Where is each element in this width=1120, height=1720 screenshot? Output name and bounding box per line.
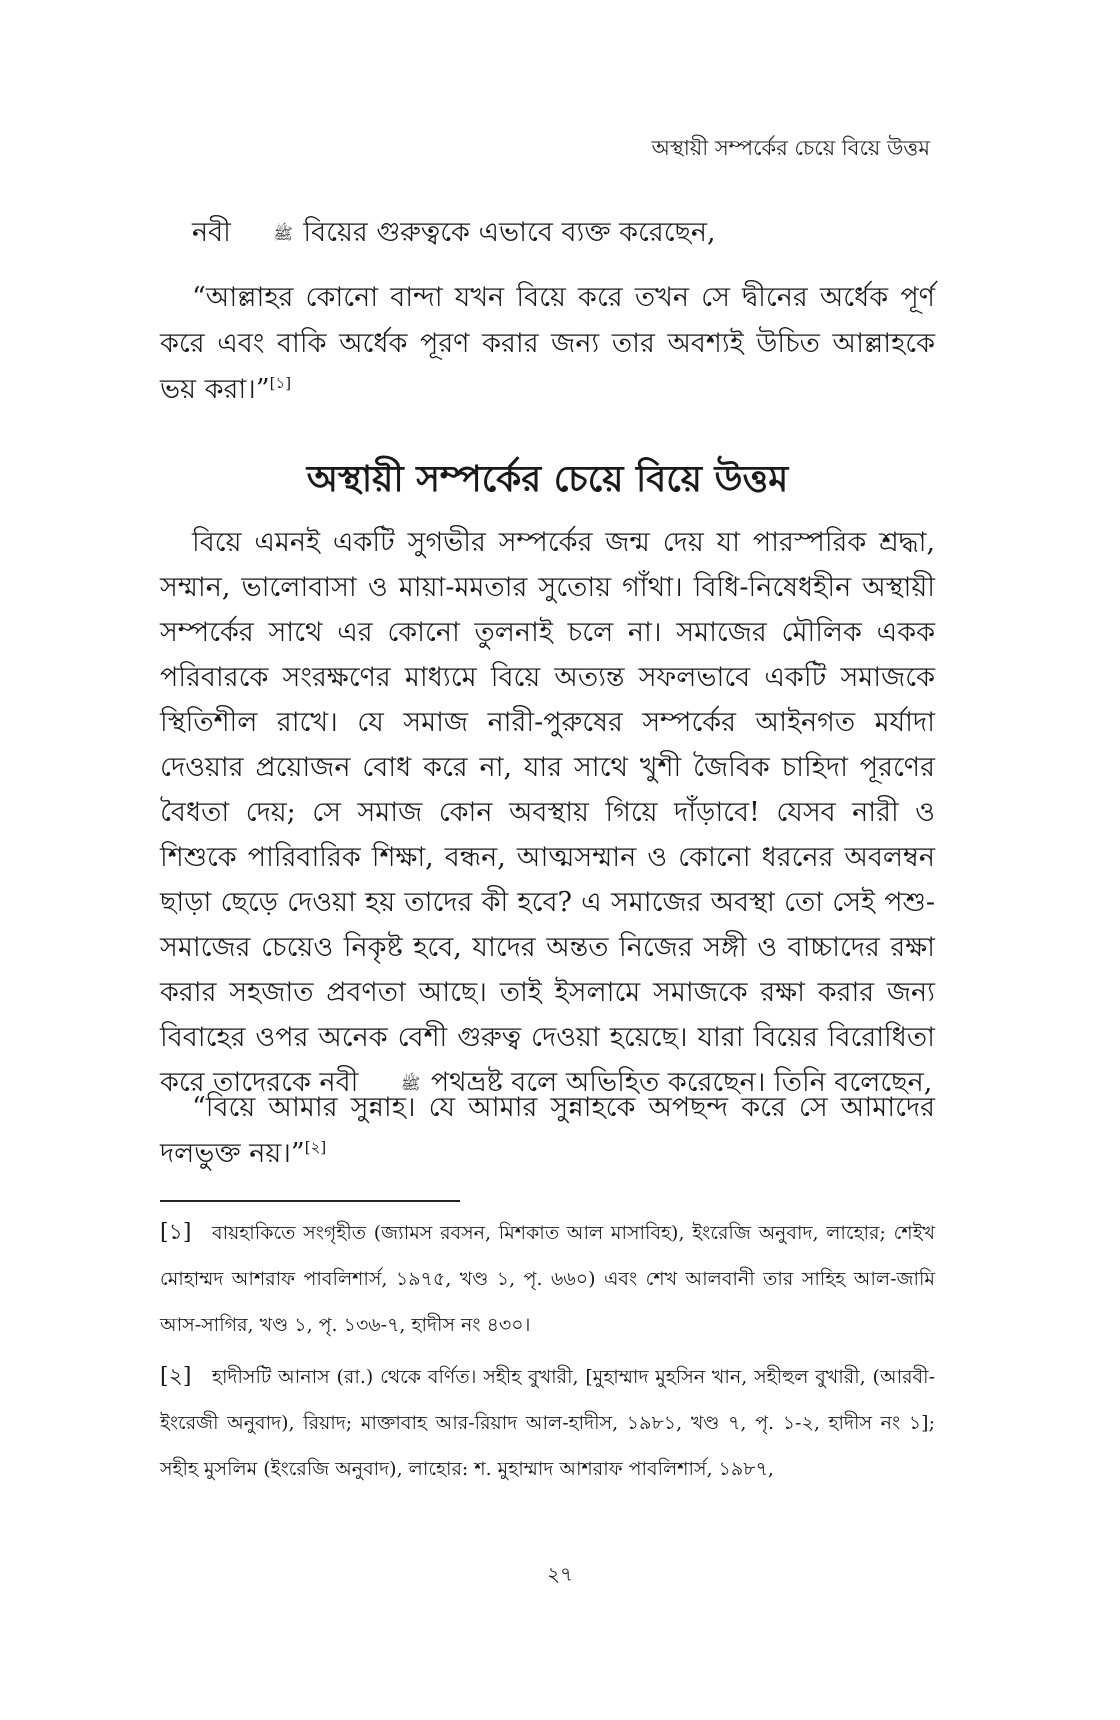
main-paragraph-text-before: বিয়ে এমনই একটি সুগভীর সম্পর্কের জন্ম দেয় যা পারস্পরিক শ্রদ্ধা, সম্মান, ভালোবাসা ও মায়া-মমতার সুতোয় গাঁথা। বিধি-নিষেধহীন অস্থায়ী সম্পর্কের সাথে এর কোনো তুলনাই চলে না। সমাজের মৌলিক একক পরিবারকে সংরক্ষণের মাধ্যমে বিয়ে অত্যন্ত সফলভাবে একটি সমাজকে স্থিতিশীল রাখে। যে সমাজ নারী-পুরুষের সম্পর্কের আইনগত মর্যাদা দেওয়ার প্রয়োজন বোধ করে না, যার সাথে খুশী জৈবিক চাহিদা পূরণের বৈধতা দেয়; সে সমাজ কোন অবস্থায় গিয়ে দাঁড়াবে! যেসব নারী ও শিশুকে পারিবারিক শিক্ষা, বন্ধন, আত্মসম্মান ও কোনো ধরনের অবলম্বন ছাড়া ছেড়ে দেওয়া হয় তাদের কী হবে? এ সমাজের অবস্থা তো সেই পশু-সমাজের চেয়েও নিকৃষ্ট হবে, যাদের অন্তত নিজের সঙ্গী ও বাচ্চাদের রক্ষা করার সহজাত প্রবণতা আছে। তাই ইসলামে সমাজকে রক্ষা করার জন্য বিবাহের ওপর অনেক বেশী গুরুত্ব দেওয়া হয়েছে। যারা বিয়ের বিরোধিতা করে তাদেরকে নবী	[160, 527, 935, 1098]
main-paragraph	[160, 520, 935, 1106]
footnotes	[160, 1210, 935, 1498]
quote-1-text: “আল্লাহর কোনো বান্দা যখন বিয়ে করে তখন সে দ্বীনের অর্ধেক পূর্ণ করে এবং বাকি অর্ধেক পূরণ করার জন্য তার অবশ্যই উচিত আল্লাহকে ভয় করা।”	[160, 282, 935, 405]
footnote-ref-2[interactable]: [২]	[304, 1138, 327, 1156]
intro-line	[160, 210, 935, 257]
main-paragraph-text-after: পথভ্রষ্ট বলে অভিহিত করেছেন। তিনি বলেছেন,	[430, 1067, 933, 1098]
intro-text-before: নবী	[192, 217, 231, 248]
quote-2-text: “বিয়ে আমার সুন্নাহ। যে আমার সুন্নাহকে অপছন্দ করে সে আমাদের দলভুক্ত নয়।”	[160, 1092, 935, 1169]
footnote-ref-1[interactable]: [১]	[269, 374, 292, 392]
hadith-quote-1	[160, 275, 935, 413]
page-number: ২৭	[546, 1562, 573, 1586]
pbuh-mark: ﷺ	[400, 1074, 421, 1093]
pbuh-mark: ﷺ	[273, 223, 293, 243]
running-header: অস্থায়ী সম্পর্কের চেয়ে বিয়ে উত্তম	[651, 136, 930, 160]
footnote-item	[160, 1210, 935, 1348]
footnote-text: বায়হাকিতে সংগৃহীত (জ্যামস রবসন, মিশকাত আল মাসাবিহ), ইংরেজি অনুবাদ, লাহোর; শেইখ মোহাম্মদ আশরাফ পাবলিশার্স, ১৯৭৫, খণ্ড ১, পৃ. ৬৬০) এবং শেখ আলবানী তার সাহিহ আল-জামি আস-সাগির, খণ্ড ১, পৃ. ১৩৬-৭, হাদীস নং ৪৩০।	[160, 1222, 935, 1336]
section-title: অস্থায়ী সম্পর্কের চেয়ে বিয়ে উত্তম	[306, 458, 789, 500]
footnote-divider	[160, 1200, 460, 1202]
hadith-quote-2	[160, 1085, 935, 1177]
intro-text-after: বিয়ের গুরুত্বকে এভাবে ব্যক্ত করেছেন,	[303, 217, 716, 248]
footnote-mark: [২]	[160, 1364, 192, 1389]
footnote-mark: [১]	[160, 1220, 192, 1245]
footnote-item	[160, 1354, 935, 1492]
footnote-text: হাদীসটি আনাস (রা.) থেকে বর্ণিত। সহীহ বুখারী, [মুহাম্মাদ মুহসিন খান, সহীহুল বুখারী, (আরবী-ইংরেজী অনুবাদ), রিয়াদ; মাক্তাবাহ আর-রিয়াদ আল-হাদীস, ১৯৮১, খণ্ড ৭, পৃ. ১-২, হাদীস নং ১]; সহীহ মুসলিম (ইংরেজি অনুবাদ), লাহোর: শ. মুহাম্মাদ আশরাফ পাবলিশার্স, ১৯৮৭,	[160, 1366, 935, 1480]
